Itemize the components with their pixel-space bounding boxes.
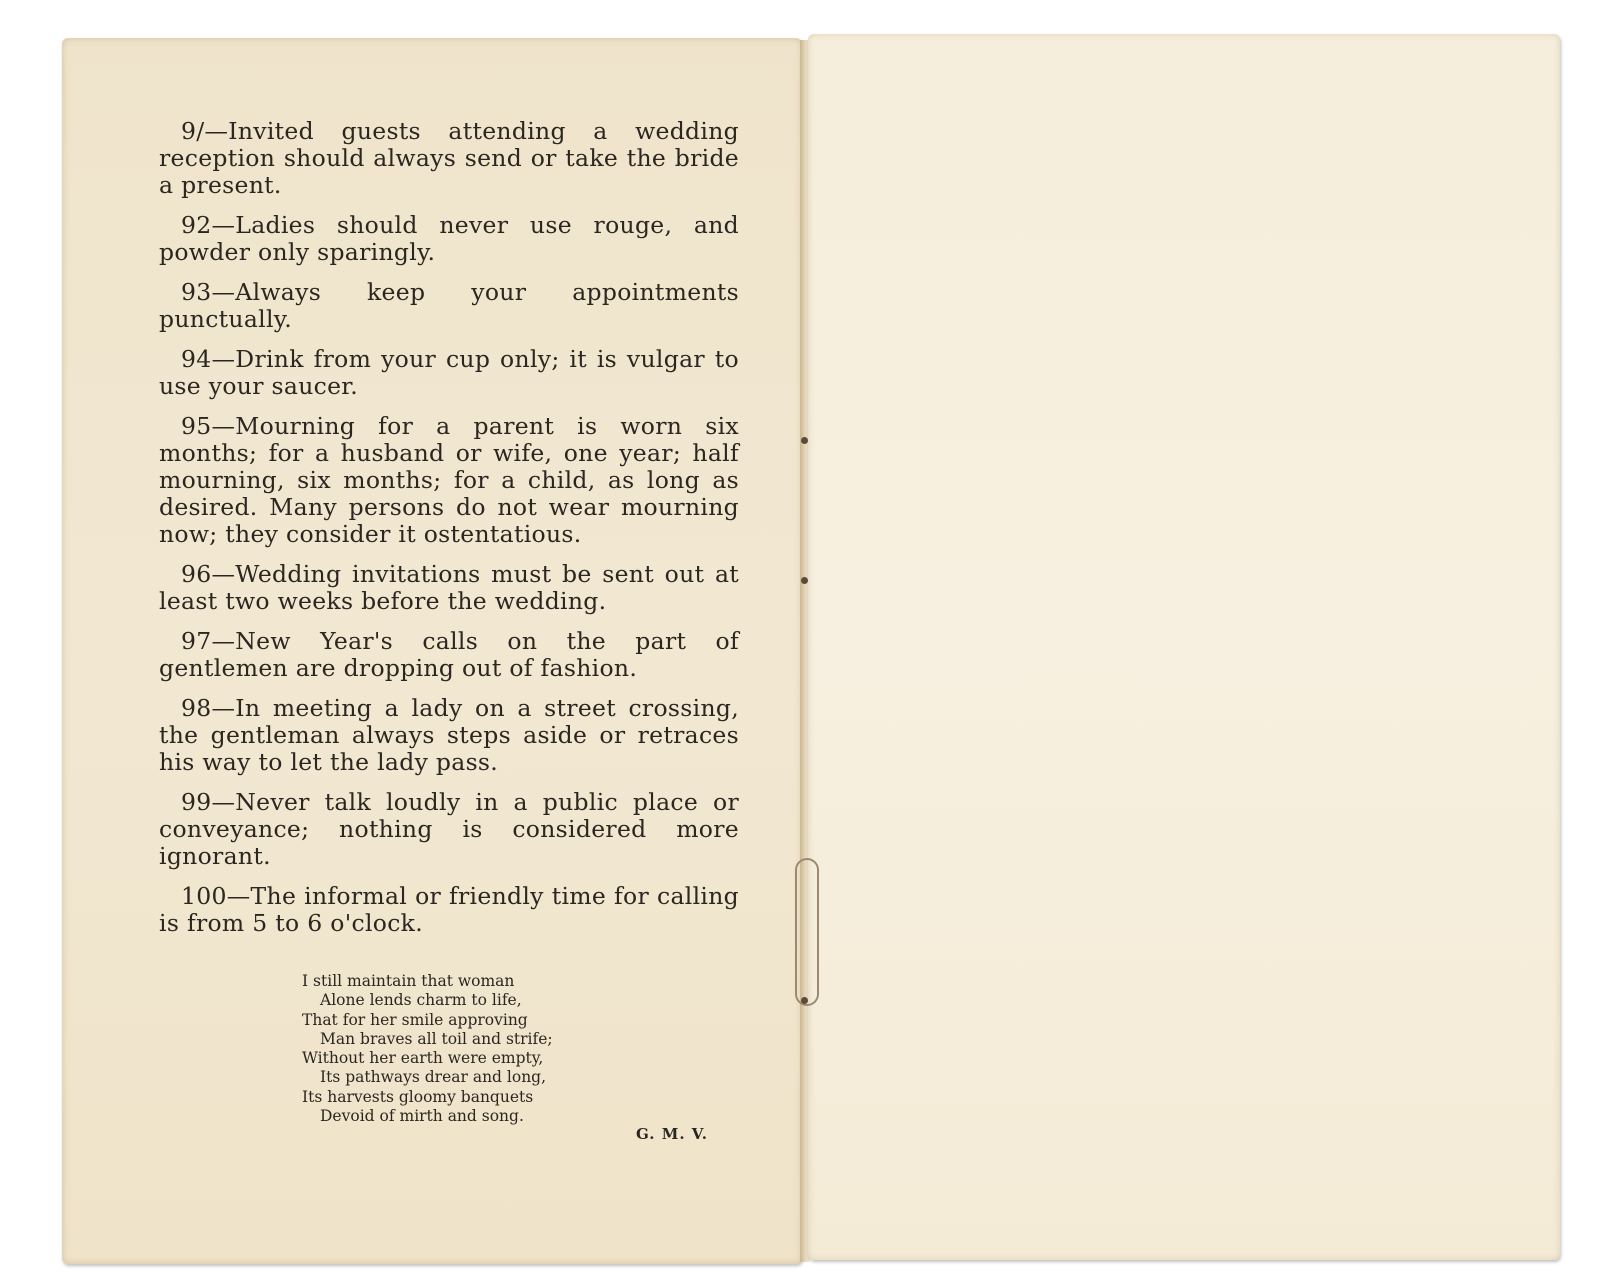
binding-stitch-hole (801, 437, 808, 444)
poem-line: That for her smile approving (302, 1010, 528, 1029)
rule-item: 94—Drink from your cup only; it is vulgar to use your saucer. (159, 345, 739, 400)
poem-line: Its pathways drear and long, (320, 1068, 547, 1087)
rule-item: 9/—Invited guests attending a wedding reception should always send or take the bride a present. (159, 117, 739, 199)
rule-item: 96—Wedding invitations must be sent out at least two weeks before the wedding. (159, 560, 739, 615)
rule-item: 93—Always keep your appointments punctually. (159, 278, 739, 333)
rule-item: 95—Mourning for a parent is worn six months; for a husband or wife, one year; half mourning, six months; for a child, as long as desired. Many persons do not wear mourning now; they consider it ostentatious. (159, 412, 739, 548)
poem-signature: G. M. V. (636, 1125, 709, 1143)
rule-item: 99—Never talk loudly in a public place or conveyance; nothing is considered more ignorant. (159, 788, 739, 870)
right-page-blank (808, 34, 1560, 1260)
poem-line: Alone lends charm to life, (320, 991, 522, 1010)
poem-line: I still maintain that woman (302, 972, 515, 990)
binding-stitch-hole (801, 577, 808, 584)
poem-line: Its harvests gloomy banquets (302, 1087, 534, 1106)
poem-line: Man braves all toil and strife; (320, 1029, 553, 1048)
rule-item: 92—Ladies should never use rouge, and powder only sparingly. (159, 211, 739, 266)
poem-line: Devoid of mirth and song. (320, 1107, 524, 1126)
binding-thread-loop (795, 858, 819, 1006)
binding-stitch-hole (801, 997, 808, 1004)
rule-item: 100—The informal or friendly time for calling is from 5 to 6 o'clock. (159, 882, 739, 937)
rule-item: 97—New Year's calls on the part of gentlemen are dropping out of fashion. (159, 627, 739, 682)
poem-line: Without her earth were empty, (302, 1049, 544, 1068)
poem-verse (302, 972, 632, 1126)
etiquette-rules-list (159, 118, 739, 950)
rule-item: 98—In meeting a lady on a street crossing, the gentleman always steps aside or retraces his way to let the lady pass. (159, 694, 739, 776)
